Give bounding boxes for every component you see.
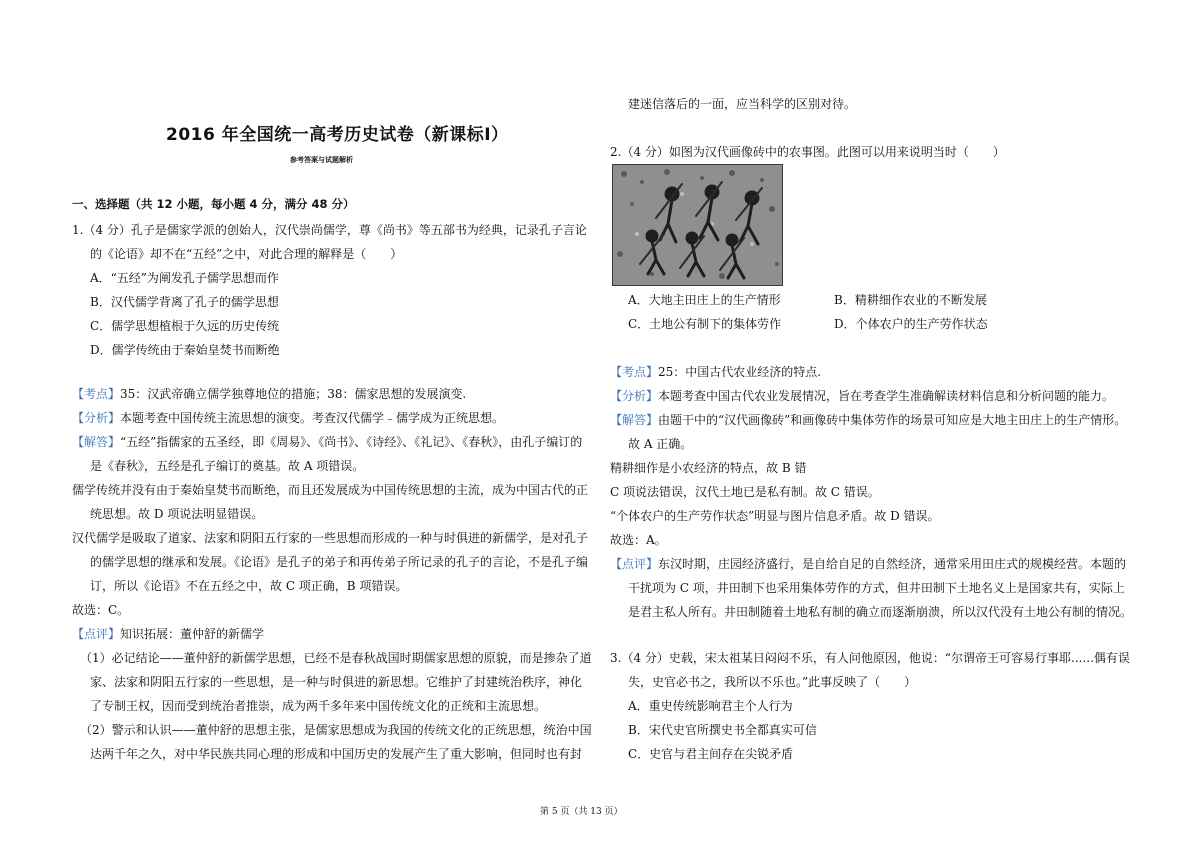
page-footer: 第 5 页（共 13 页） [540, 807, 623, 817]
jieda-text: “五经”指儒家的五圣经，即《周易》、《尚书》、《诗经》、《礼记》、《春秋》，由孔子编订的 [120, 435, 583, 449]
q2-option-b-analysis: 精耕细作是小农经济的特点，故 B 错 [610, 461, 807, 475]
kaodian-text: 25：中国古代农业经济的特点. [658, 365, 822, 379]
jieda-tag: 【解答】 [72, 435, 121, 449]
q1-answer: 故选：C。 [72, 603, 130, 617]
dianping-tag: 【点评】 [610, 557, 659, 571]
fenxi-tag: 【分析】 [72, 411, 121, 425]
q1-para2-line1: 儒学传统并没有由于秦始皇焚书而断绝，而且还发展成为中国传统思想的主流，成为中国古代的正 [72, 483, 589, 497]
q2-option-a: A．大地主田庄上的生产情形 [628, 293, 781, 307]
ext1-line2: 家、法家和阴阳五行家的一些思想，是一种与时俱进的新思想。它维护了封建统治秩序，神化 [90, 675, 583, 689]
q2-option-b: B．精耕细作农业的不断发展 [834, 293, 987, 307]
q1-fenxi [72, 410, 504, 426]
q1-jieda-line2: 是《春秋》，五经是孔子编订的奠基。故 A 项错误。 [90, 459, 365, 473]
section-heading: 一、选择题（共 12 小题，每小题 4 分，满分 48 分） [72, 197, 355, 211]
kaodian-tag: 【考点】 [72, 387, 121, 401]
page-title: 2016 年全国统一高考历史试卷（新课标Ⅰ） [166, 125, 509, 145]
ext2-continuation: 建迷信落后的一面，应当科学的区别对待。 [628, 97, 857, 111]
q2-kaodian [610, 364, 821, 380]
q1-stem-line1: 1.（4 分）孔子是儒家学派的创始人，汉代崇尚儒学，尊《尚书》等五部书为经典，记录孔子言论 [72, 223, 587, 237]
q1-option-a: A．“五经”为阐发孔子儒学思想而作 [90, 271, 279, 285]
q1-para2-line2: 统思想。故 D 项说法明显错误。 [90, 507, 264, 521]
fenxi-text: 本题考查中国古代农业发展情况，旨在考查学生准确解读材料信息和分析问题的能力。 [658, 389, 1115, 403]
q3-option-b: B．宋代史官所撰史书全都真实可信 [628, 723, 817, 737]
q1-dianping [72, 626, 264, 642]
q2-jieda [610, 412, 1126, 428]
han-brick-relief-image [612, 164, 783, 286]
jieda-tag: 【解答】 [610, 413, 659, 427]
q1-kaodian [72, 386, 466, 402]
q2-fenxi [610, 388, 1114, 404]
q3-option-a: A．重史传统影响君主个人行为 [628, 699, 793, 713]
ext2-line2: 达两千年之久，对中华民族共同心理的形成和中国历史的发展产生了重大影响，但同时也有封 [90, 747, 583, 761]
q3-stem-line1: 3.（4 分）史载，宋太祖某日闷闷不乐，有人问他原因，他说：“尔谓帝王可容易行事耶......偶有误 [610, 651, 1130, 665]
q2-dianping-line2: 干扰项为 C 项，井田制下也采用集体劳作的方式，但井田制下土地名义上是国家共有，实际上 [628, 581, 1125, 595]
kaodian-tag: 【考点】 [610, 365, 659, 379]
fenxi-tag: 【分析】 [610, 389, 659, 403]
page-subtitle: 参考答案与试题解析 [290, 156, 353, 164]
q1-jieda [72, 434, 582, 450]
q2-dianping-line3: 是君主私人所有。井田制随着土地私有制的确立而逐渐崩溃，所以汉代没有土地公有制的情况。 [628, 605, 1133, 619]
q3-stem-line2: 失，史官必书之，我所以不乐也。”此事反映了（ ） [628, 675, 917, 689]
dianping-text: 东汉时期，庄园经济盛行，是自给自足的自然经济，通常采用田庄式的规模经营。本题的 [658, 557, 1127, 571]
q1-option-d: D．儒学传统由于秦始皇焚书而断绝 [90, 343, 280, 357]
q2-answer: 故选：A。 [610, 533, 667, 547]
dianping-tag: 【点评】 [72, 627, 121, 641]
q2-option-d-analysis: “个体农户的生产劳作状态”明显与图片信息矛盾。故 D 错误。 [610, 509, 940, 523]
q2-dianping [610, 556, 1126, 572]
jieda-text: 由题干中的“汉代画像砖”和画像砖中集体劳作的场景可知应是大地主田庄上的生产情形。 [658, 413, 1127, 427]
q2-jieda-line2: 故 A 正确。 [628, 437, 693, 451]
q2-option-d: D．个体农户的生产劳作状态 [834, 317, 988, 331]
q1-option-b: B．汉代儒学背离了孔子的儒学思想 [90, 295, 279, 309]
fenxi-text: 本题考查中国传统主流思想的演变。考查汉代儒学﹣儒学成为正统思想。 [120, 411, 505, 425]
q2-stem: 2.（4 分）如图为汉代画像砖中的农事图。此图可以用来说明当时（ ） [610, 145, 1005, 159]
q1-para3-line3: 订，所以《论语》不在五经之中，故 C 项正确，B 项错误。 [90, 579, 408, 593]
q1-option-c: C．儒学思想植根于久远的历史传统 [90, 319, 280, 333]
dianping-text: 知识拓展：董仲舒的新儒学 [120, 627, 265, 641]
q1-para3-line1: 汉代儒学是吸取了道家、法家和阴阳五行家的一些思想而形成的一种与时俱进的新儒学，是对孔子 [72, 531, 589, 545]
q1-para3-line2: 的儒学思想的继承和发展。《论语》是孔子的弟子和再传弟子所记录的孔子的言论，不是孔子编 [90, 555, 589, 569]
ext1-line3: 了专制王权，因而受到统治者推崇，成为两千多年来中国传统文化的正统和主流思想。 [90, 699, 547, 713]
q3-option-c: C．史官与君主间存在尖锐矛盾 [628, 747, 794, 761]
kaodian-text: 35：汉武帝确立儒学独尊地位的措施；38：儒家思想的发展演变. [120, 387, 467, 401]
ext2-line1: （2）警示和认识——董仲舒的思想主张，是儒家思想成为我国的传统文化的正统思想，统治中国 [80, 723, 592, 737]
q2-option-c-analysis: C 项说法错误，汉代土地已是私有制。故 C 错误。 [610, 485, 880, 499]
q2-option-c: C．土地公有制下的集体劳作 [628, 317, 782, 331]
ext1-line1: （1）必记结论——董仲舒的新儒学思想，已经不是春秋战国时期儒家思想的原貌，而是掺杂了道 [80, 651, 592, 665]
q1-stem-line2: 的《论语》却不在“五经”之中，对此合理的解释是（ ） [90, 247, 403, 261]
